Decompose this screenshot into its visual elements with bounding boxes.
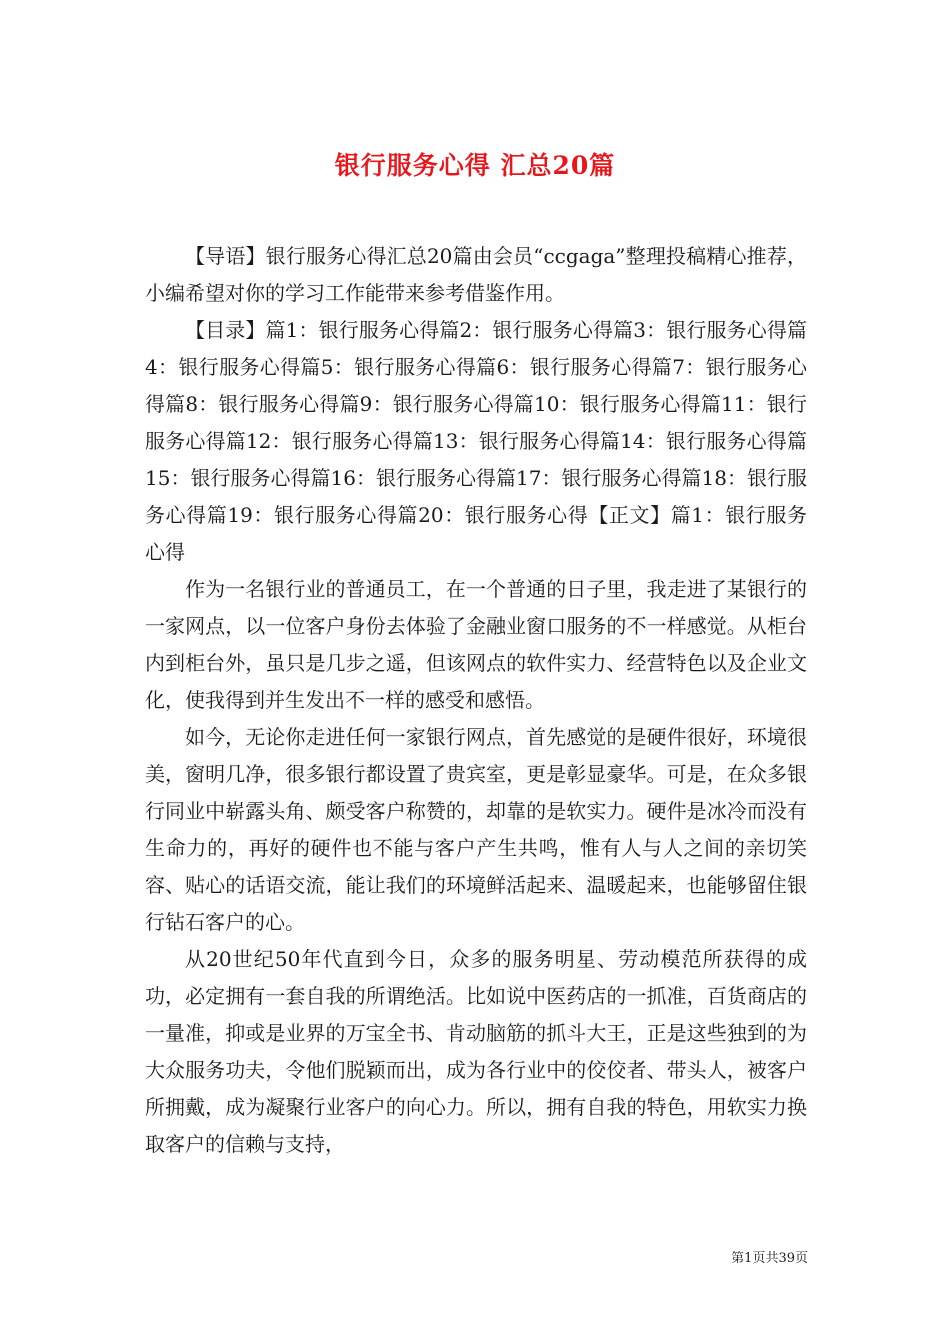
body-paragraph: 从20世纪50年代直到今日，众多的服务明星、劳动模范所获得的成功，必定拥有一套自我的所谓绝活。比如说中医药店的一抓准，百货商店的一量准，抑或是业界的万宝全书、肯动脑筋的抓斗大王，正是这些独到的为大众服务功夫，令他们脱颖而出，成为各行业中的佼佼者、带头人，被客户所拥戴，成为凝聚行业客户的向心力。所以，拥有自我的特色，用软实力换取客户的信赖与支持，: [145, 947, 807, 1156]
body-paragraph: 作为一名银行业的普通员工，在一个普通的日子里，我走进了某银行的一家网点，以一位客户身份去体验了金融业窗口服务的不一样感觉。从柜台内到柜台外，虽只是几步之遥，但该网点的软件实力、经营特色以及企业文化，使我得到并生发出不一样的感受和感悟。: [145, 577, 807, 712]
body-paragraph: 如今，无论你走进任何一家银行网点，首先感觉的是硬件很好，环境很美，窗明几净，很多银行都设置了贵宾室，更是彰显豪华。可是，在众多银行同业中崭露头角、颇受客户称赞的，却靠的是软实力。硬件是冰冷而没有生命力的，再好的硬件也不能与客户产生共鸣，惟有人与人之间的亲切笑容、贴心的话语交流，能让我们的环境鲜活起来、温暖起来，也能够留住银行钻石客户的心。: [145, 725, 807, 934]
page-number: 第1页共39页: [731, 1251, 808, 1266]
intro-paragraph: 【导语】银行服务心得汇总20篇由会员“ccgaga”整理投稿精心推荐，小编希望对你的学习工作能带来参考借鉴作用。: [145, 244, 807, 305]
table-of-contents-paragraph: 【目录】篇1：银行服务心得篇2：银行服务心得篇3：银行服务心得篇4：银行服务心得篇5：银行服务心得篇6：银行服务心得篇7：银行服务心得篇8：银行服务心得篇9：银行服务心得篇10：银行服务心得篇11：银行服务心得篇12：银行服务心得篇13：银行服务心得篇14：银行服务心得篇15：银行服务心得篇16：银行服务心得篇17：银行服务心得篇18：银行服务心得篇19：银行服务心得篇20：银行服务心得【正文】篇1：银行服务心得: [145, 318, 807, 564]
document-body: [145, 238, 807, 1163]
page-title: 银行服务心得 汇总20篇: [334, 150, 616, 180]
